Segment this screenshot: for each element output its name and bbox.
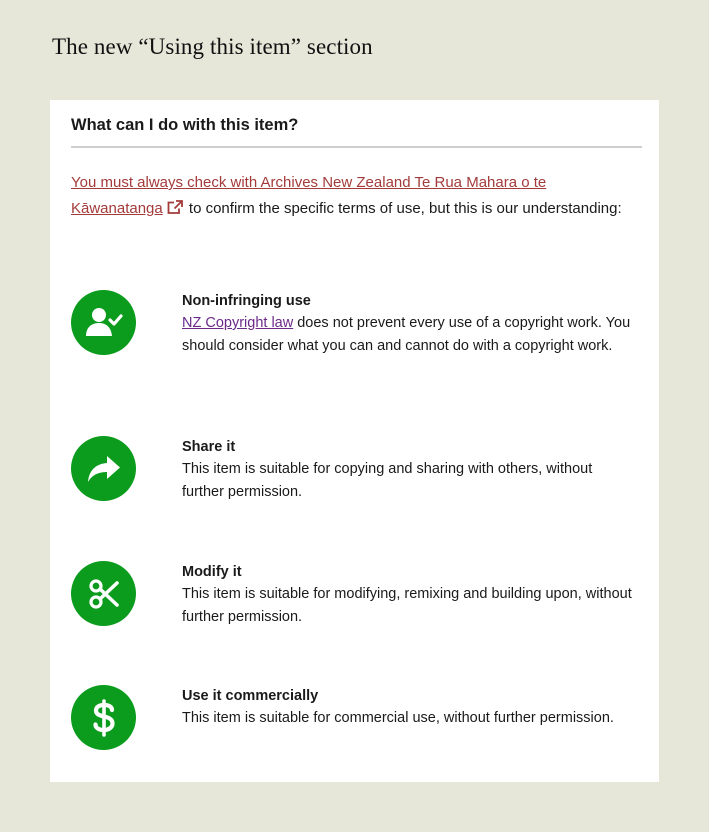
use-item-title: Share it (182, 439, 236, 455)
page-heading: The new “Using this item” section (52, 34, 373, 59)
external-link-icon[interactable] (167, 198, 183, 224)
terms-intro (71, 170, 631, 224)
use-item-desc: This item is suitable for modifying, remixing and building upon, without further permission. (182, 586, 632, 625)
dollar-icon (71, 685, 136, 750)
use-item-desc: This item is suitable for copying and sharing with others, without further permission. (182, 461, 593, 500)
use-item-title: Modify it (182, 564, 242, 580)
card-title: What can I do with this item? (71, 116, 299, 134)
use-item-title: Use it commercially (182, 688, 319, 704)
archives-nz-link[interactable]: You must always check with Archives New Zealand Te Rua Mahara o te Kāwanatanga (71, 174, 547, 217)
share-arrow-icon (71, 436, 136, 501)
nz-copyright-law-link[interactable]: NZ Copyright law (182, 315, 294, 331)
use-item-desc-text: does not prevent every use of a copyright work. You should consider what you can and cannot do with a copyright work. (182, 315, 631, 354)
terms-intro-text: to confirm the specific terms of use, but this is our understanding: (184, 200, 622, 217)
use-item-title: Non-infringing use (182, 293, 311, 309)
use-item-desc (182, 312, 637, 357)
title-divider (71, 146, 642, 148)
using-this-item-card (50, 100, 659, 782)
scissors-icon (71, 561, 136, 626)
use-item-desc: This item is suitable for commercial use, without further permission. (182, 710, 614, 726)
user-check-icon (71, 290, 136, 355)
